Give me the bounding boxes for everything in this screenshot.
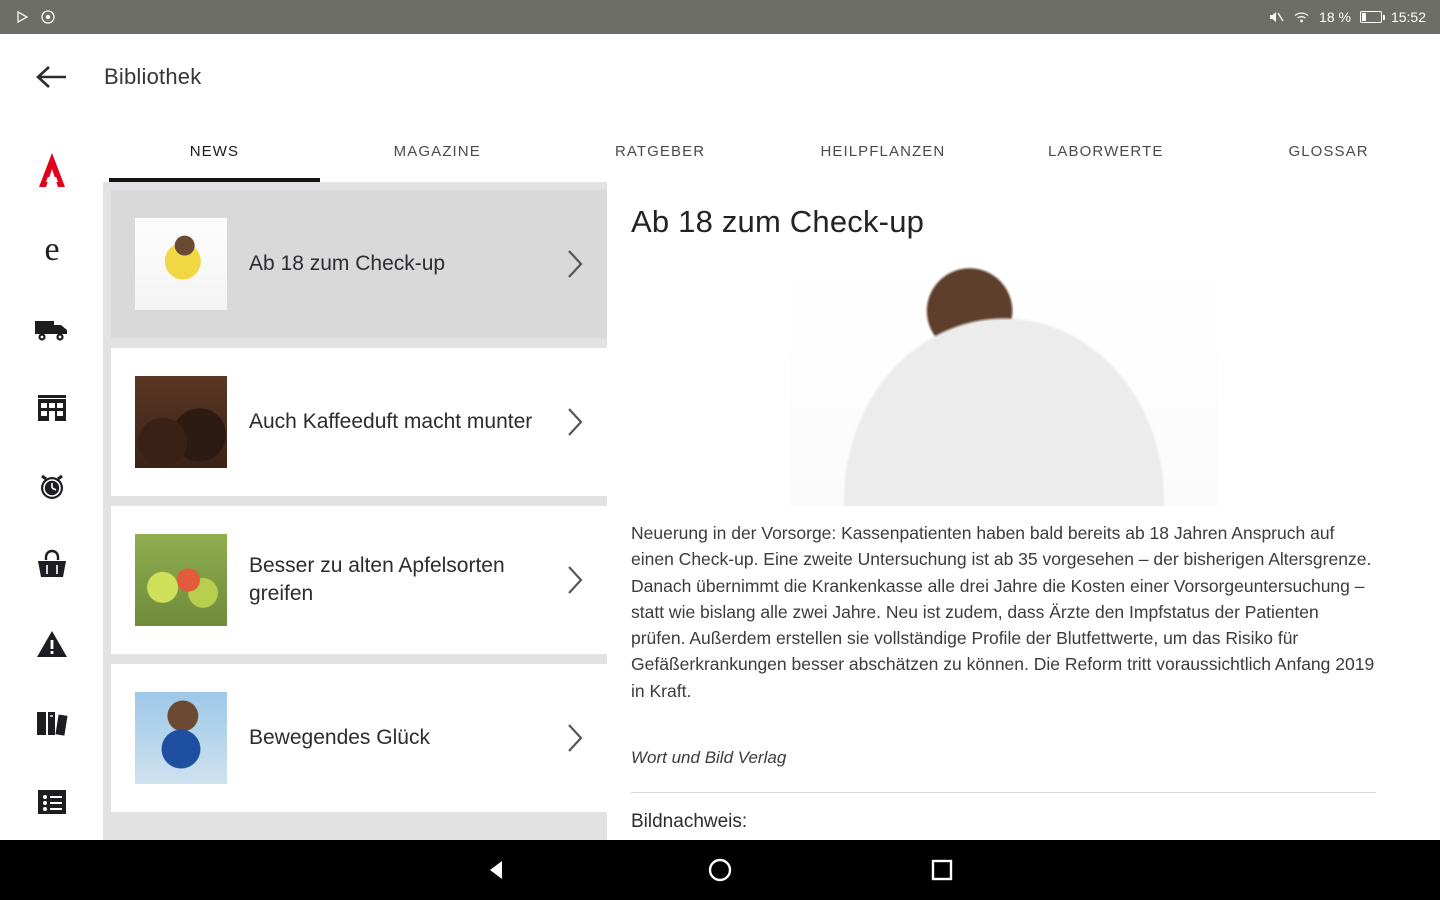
play-store-icon [14, 9, 30, 25]
list-item-title: Ab 18 zum Check-up [249, 251, 446, 275]
nav-back-triangle-icon[interactable] [477, 849, 519, 891]
tab-glossar-label: GLOSSAR [1288, 142, 1369, 160]
sidebar-item-warning[interactable] [0, 604, 103, 683]
sidebar-item-alarm[interactable] [0, 446, 103, 525]
tab-bar [103, 120, 1440, 182]
list-item-title: Besser zu alten Apfelsorten greifen [249, 553, 505, 605]
divider [631, 792, 1376, 793]
delivery-truck-icon [33, 313, 71, 343]
chevron-right-icon[interactable] [561, 721, 589, 755]
sidebar-item-basket[interactable] [0, 525, 103, 604]
tab-news[interactable] [103, 120, 326, 182]
app-badge-icon [40, 9, 56, 25]
tab-heilpflanzen-label: HEILPFLANZEN [820, 142, 946, 160]
pharmacy-store-icon [35, 390, 69, 424]
list-item[interactable] [111, 664, 607, 812]
tab-laborwerte-label: LABORWERTE [1047, 142, 1164, 160]
list-item[interactable] [111, 506, 607, 654]
tab-ratgeber[interactable] [549, 120, 772, 182]
list-item-thumbnail [135, 218, 227, 310]
article-title: Ab 18 zum Check-up [631, 204, 925, 239]
sidebar-item-books[interactable] [0, 683, 103, 762]
app-bar [0, 34, 1440, 120]
article-body: Neuerung in der Vorsorge: Kassenpatienten haben bald bereits ab 18 Jahren Anspruch auf einen Check-up. Eine zweite Untersuchung ist ab 35 vorgesehen – der bisherigen Altersgrenze. Danach übernimmt die Krankenkasse alle drei Jahre die Kosten einer Vorsorgeuntersuchung – statt wie bislang alle zwei Jahre. Neu ist zudem, dass Ärzte den Impfstatus der Patienten prüfen. Außerdem erstellen sie vollständige Profile der Blutfettwerte, um das Risiko für Gefäßerkrankungen besser abschätzen zu können. Die Reform tritt voraussichtlich Anfang 2019 in Kraft. [631, 523, 1375, 701]
alarm-clock-icon [35, 469, 69, 503]
chevron-right-icon[interactable] [561, 247, 589, 281]
tab-news-label: NEWS [189, 142, 240, 160]
image-credit-label: Bildnachweis: [631, 810, 748, 832]
list-item-thumbnail [135, 534, 227, 626]
chevron-right-icon[interactable] [561, 563, 589, 597]
warning-triangle-icon [35, 628, 69, 660]
tab-glossar[interactable] [1217, 120, 1440, 182]
list-item-thumbnail [135, 692, 227, 784]
back-arrow-icon[interactable] [30, 55, 74, 99]
battery-percent-label: 18 % [1319, 9, 1351, 25]
article-hero-image [789, 256, 1219, 506]
article-publisher: Wort und Bild Verlag [631, 747, 787, 767]
euro-icon [34, 229, 70, 269]
wifi-icon [1293, 9, 1310, 25]
list-item-thumbnail [135, 376, 227, 468]
content-panes [103, 182, 1440, 855]
list-item[interactable] [111, 190, 607, 338]
tab-magazine[interactable] [326, 120, 549, 182]
content-column [103, 120, 1440, 855]
main-body [0, 120, 1440, 855]
list-icon [35, 786, 69, 818]
android-status-bar [0, 0, 1440, 34]
svg-text:e: e [43, 230, 60, 268]
sidebar-rail [0, 120, 103, 855]
sidebar-item-delivery[interactable] [0, 288, 103, 367]
article-detail[interactable] [607, 182, 1440, 855]
books-icon [34, 707, 70, 739]
sidebar-item-pharmacy[interactable] [0, 367, 103, 446]
android-nav-bar [0, 840, 1440, 900]
sidebar-item-euro[interactable] [0, 209, 103, 288]
list-item-title: Auch Kaffeeduft macht munter [249, 409, 533, 433]
list-item[interactable] [111, 348, 607, 496]
sidebar-item-logo-a[interactable] [0, 130, 103, 209]
chevron-right-icon[interactable] [561, 405, 589, 439]
nav-home-circle-icon[interactable] [699, 849, 741, 891]
list-item-title: Bewegendes Glück [249, 725, 430, 749]
status-left-icons [14, 9, 56, 25]
tab-heilpflanzen[interactable] [771, 120, 994, 182]
tab-laborwerte[interactable] [994, 120, 1217, 182]
nav-recents-square-icon[interactable] [921, 849, 963, 891]
article-list[interactable] [103, 182, 607, 855]
tab-magazine-label: MAGAZINE [393, 142, 481, 160]
logo-a-icon [32, 149, 72, 191]
tab-ratgeber-label: RATGEBER [614, 142, 706, 160]
sidebar-item-list[interactable] [0, 762, 103, 841]
status-right-icons [1267, 9, 1426, 25]
page-title: Bibliothek [104, 63, 202, 89]
mute-icon [1267, 9, 1284, 25]
battery-icon [1360, 11, 1382, 23]
clock-label: 15:52 [1390, 9, 1426, 25]
basket-icon [34, 549, 70, 581]
